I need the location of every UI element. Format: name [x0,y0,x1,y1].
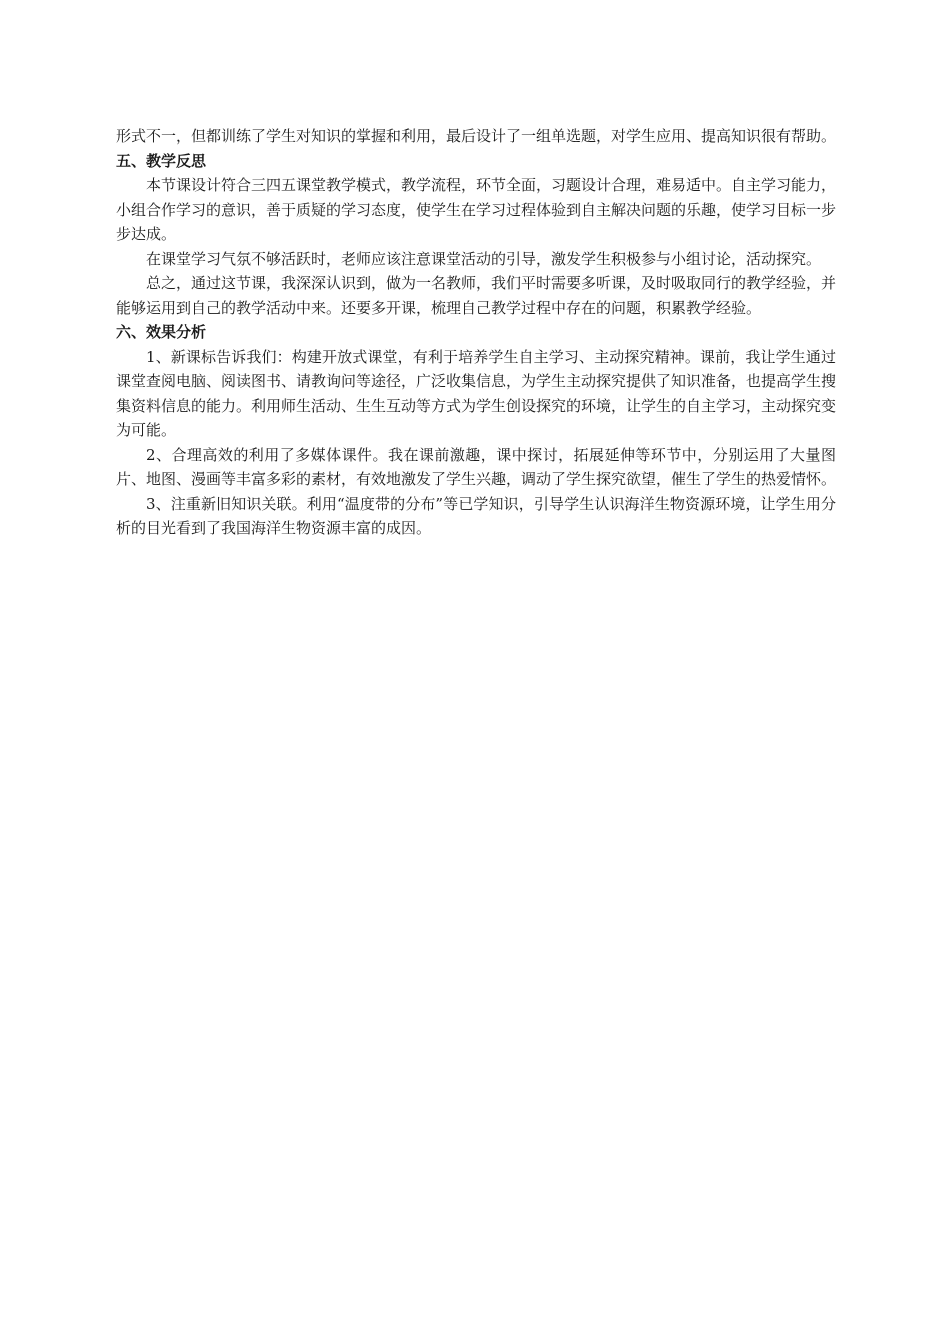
reflection-paragraph-2: 在课堂学习气氛不够活跃时，老师应该注意课堂活动的引导，激发学生积极参与小组讨论，活动探究。 [146,249,822,268]
intro-paragraph: 形式不一，但都训练了学生对知识的掌握和利用，最后设计了一组单选题，对学生应用、提高知识很有帮助。 [116,127,837,145]
section-heading-reflection: 五、教学反思 [116,151,207,170]
analysis-paragraph-3: 3、注重新旧知识关联。利用“温度带的分布”等已学知识，引导学生认识海洋生物资源环境，让学生用分析的目光看到了我国海洋生物资源丰富的成因。 [116,494,836,537]
analysis-paragraph-1: 1、新课标告诉我们：构建开放式课堂，有利于培养学生自主学习、主动探究精神。课前，我让学生通过课堂查阅电脑、阅读图书、请教询问等途径，广泛收集信息，为学生主动探究提供了知识准备，也提高学生搜集资料信息的能力。利用师生活动、生生互动等方式为学生创设探究的环境，让学生的自主学习，主动探究变为可能。 [116,347,837,439]
reflection-paragraph-1: 本节课设计符合三四五课堂教学模式，教学流程，环节全面，习题设计合理，难易适中。自主学习能力，小组合作学习的意识，善于质疑的学习态度，使学生在学习过程体验到自主解决问题的乐趣，使学习目标一步步达成。 [116,176,837,243]
section-heading-effect-analysis: 六、效果分析 [116,323,207,341]
reflection-paragraph-3: 总之，通过这节课，我深深认识到，做为一名教师，我们平时需要多听课，及时吸取同行的教学经验，并能够运用到自己的教学活动中来。还要多开课，梳理自己教学过程中存在的问题，积累教学经验。 [116,274,837,317]
analysis-paragraph-2: 2、合理高效的利用了多媒体课件。我在课前激趣，课中探讨，拓展延伸等环节中，分别运用了大量图片、地图、漫画等丰富多彩的素材，有效地激发了学生兴趣，调动了学生探究欲望，催生了学生的热爱情怀。 [116,445,837,488]
document-page [116,124,836,541]
